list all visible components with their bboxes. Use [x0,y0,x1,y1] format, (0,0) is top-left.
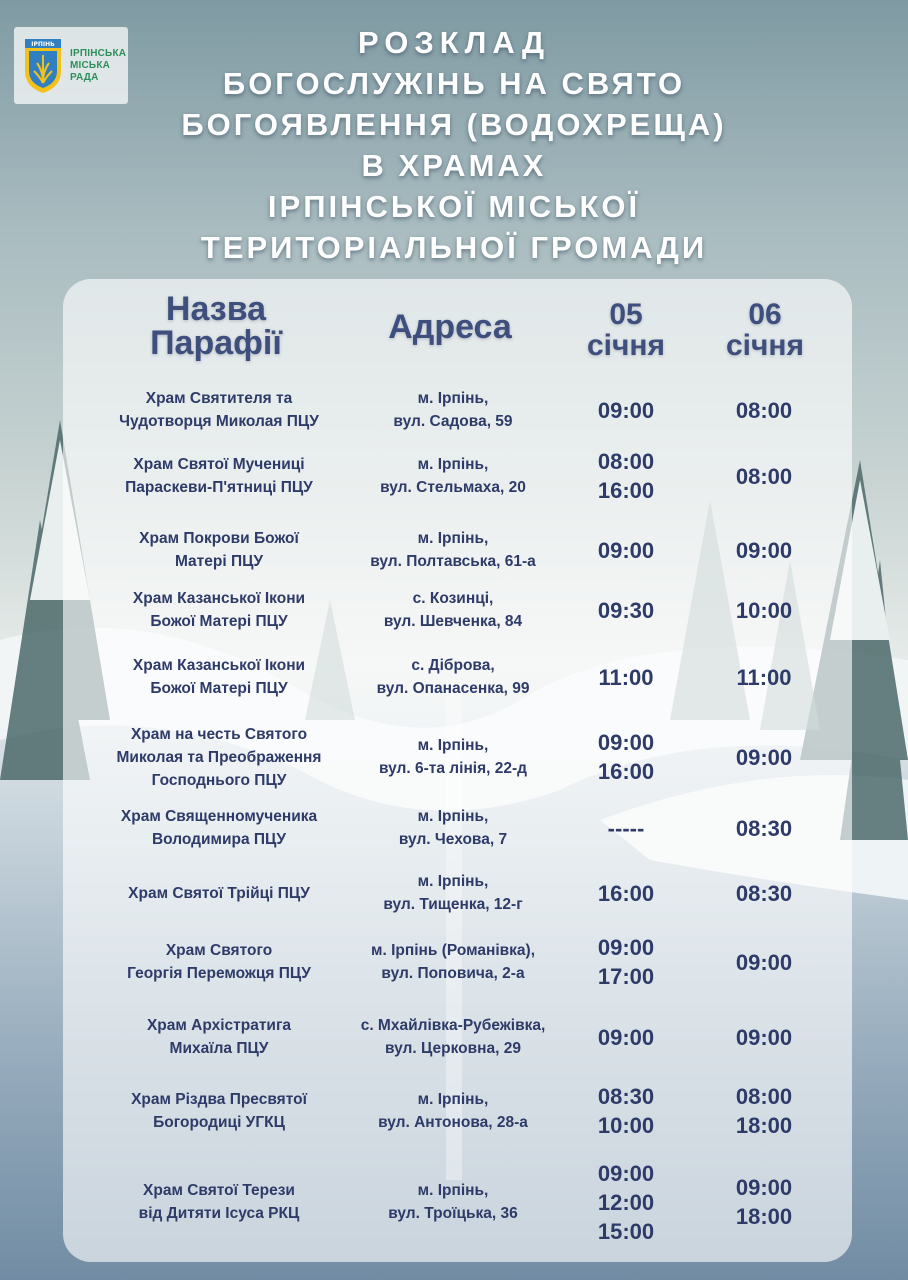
service-times-jan-5: 09:00 16:00 [597,730,655,784]
parish-name: Храм Казанської Ікони Божої Матері ПЦУ [132,590,306,630]
parish-address: м. Ірпінь, вул. Полтавська, 61-а [370,530,536,570]
service-times-jan-5: 08:30 10:00 [597,1084,655,1138]
service-times-jan-5: 09:00 12:00 15:00 [597,1160,655,1244]
parish-address: м. Ірпінь, вул. Чехова, 7 [398,808,508,848]
city-council-name: ІРПІНСЬКА МІСЬКА РАДА [70,47,127,83]
title-line-2: БОГОСЛУЖІНЬ НА СВЯТО [222,66,686,101]
service-times-jan-5: 09:00 17:00 [597,935,655,989]
service-times-jan-6: 08:30 [735,880,793,906]
service-times-jan-6: 08:00 [735,463,793,489]
parish-name: Храм Різдва Пресвятої Богородиці УГКЦ [131,1091,307,1131]
service-times-jan-5: 08:00 16:00 [597,449,655,503]
parish-name: Храм на честь Святого Миколая та Преображення Господнього ПЦУ [116,725,322,789]
parish-name: Храм Святої Трійці ПЦУ [128,884,310,902]
service-times-jan-6: 09:00 [735,949,793,975]
service-times-jan-5: ----- [607,815,645,841]
service-times-jan-6: 08:00 [735,397,793,423]
parish-address: м. Ірпінь, вул. Троїцька, 36 [388,1182,518,1222]
title-line-4: В ХРАМАХ [361,148,547,183]
service-times-jan-5: 09:00 [597,397,655,423]
column-header-jan-6: 06 січня [725,298,805,362]
parish-address: м. Ірпінь, вул. 6-та лінія, 22-д [378,737,528,777]
parish-address: м. Ірпінь, вул. Антонова, 28-а [378,1091,528,1131]
service-times-jan-5: 09:00 [597,1024,655,1050]
service-times-jan-6: 08:30 [735,815,793,841]
parish-name: Храм Казанської Ікони Божої Матері ПЦУ [132,657,306,697]
service-times-jan-5: 16:00 [597,880,655,906]
service-times-jan-6: 09:00 [735,744,793,770]
title-line-5: ІРПІНСЬКОЇ МІСЬКОЇ [267,189,641,224]
parish-address: м. Ірпінь (Романівка), вул. Поповича, 2-а [370,942,536,982]
column-header-jan-5: 05 січня [586,298,666,362]
title-line-6: ТЕРИТОРІАЛЬНОЇ ГРОМАДИ [200,230,708,265]
parish-name: Храм Архістратига Михаїла ПЦУ [146,1017,292,1057]
svg-text:ІРПІНЬ: ІРПІНЬ [31,40,55,48]
service-times-jan-6: 09:00 [735,1024,793,1050]
page-title [0,22,908,268]
service-times-jan-5: 09:30 [597,597,655,623]
parish-address: с. Козинці, вул. Шевченка, 84 [383,590,523,630]
title-line-3: БОГОЯВЛЕННЯ (ВОДОХРЕЩА) [181,107,727,142]
parish-name: Храм Священномученика Володимира ПЦУ [120,808,318,848]
parish-address: м. Ірпінь, вул. Тищенка, 12-г [383,873,523,913]
service-times-jan-5: 09:00 [597,537,655,563]
parish-name: Храм Святої Терези від Дитяти Ісуса РКЦ [138,1182,300,1222]
parish-name: Храм Святого Георгія Переможця ПЦУ [127,942,311,982]
parish-address: с. Мхайлівка-Рубежівка, вул. Церковна, 29 [360,1017,546,1057]
parish-name: Храм Святої Мучениці Параскеви-П'ятниці ПЦУ [125,456,313,496]
parish-address: м. Ірпінь, вул. Стельмаха, 20 [380,456,526,496]
service-times-jan-6: 11:00 [736,664,792,690]
parish-address: м. Ірпінь, вул. Садова, 59 [393,390,513,430]
column-header-address: Адреса [388,308,512,346]
service-times-jan-6: 10:00 [735,597,793,623]
title-line-1: РОЗКЛАД [357,25,551,60]
parish-name: Храм Покрови Божої Матері ПЦУ [139,530,299,570]
parish-name: Храм Святителя та Чудотворця Миколая ПЦУ [119,390,319,430]
parish-address: с. Діброва, вул. Опанасенка, 99 [376,657,530,697]
service-times-jan-5: 11:00 [598,664,654,690]
column-header-parish: Назва Парафії [150,290,282,362]
service-times-jan-6: 08:00 18:00 [735,1084,793,1138]
service-times-jan-6: 09:00 [735,537,793,563]
service-times-jan-6: 09:00 18:00 [735,1175,793,1229]
